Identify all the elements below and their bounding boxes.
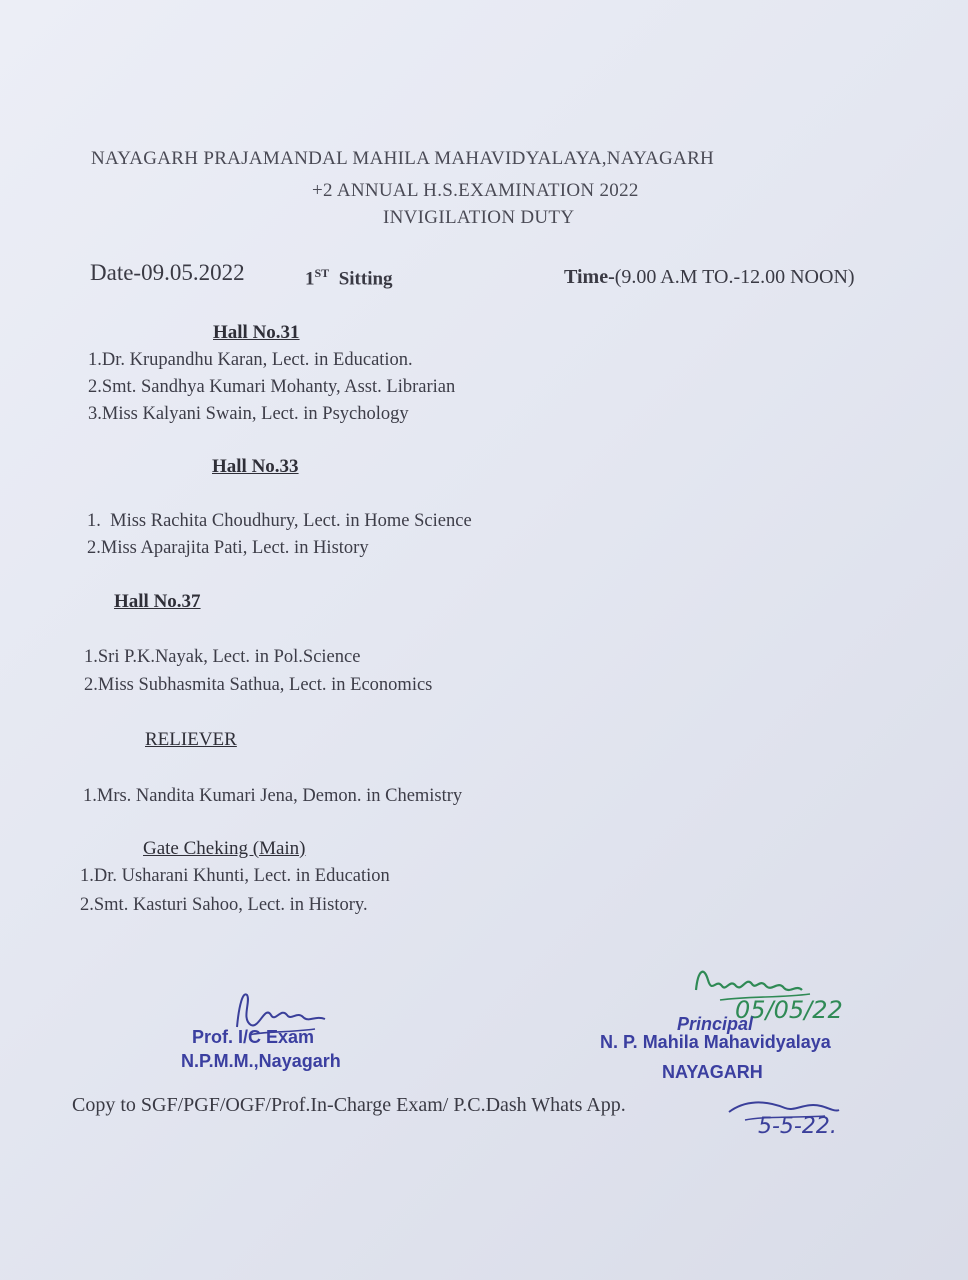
gate-checking-title: Gate Cheking (Main) [143, 838, 306, 859]
hall-37-member: 2.Miss Subhasmita Sathua, Lect. in Economics [84, 675, 433, 695]
hall-31-title: Hall No.31 [213, 322, 300, 343]
exam-incharge-stamp-college: N.P.M.M.,Nayagarh [181, 1051, 341, 1071]
hall-31-member: 2.Smt. Sandhya Kumari Mohanty, Asst. Librarian [88, 377, 456, 397]
hall-31-member: 1.Dr. Krupandhu Karan, Lect. in Education. [88, 350, 413, 370]
principal-stamp-college: N. P. Mahila Mahavidyalaya [600, 1032, 831, 1052]
reliever-member: 1.Mrs. Nandita Kumari Jena, Demon. in Chemistry [83, 786, 463, 806]
exam-title: +2 ANNUAL H.S.EXAMINATION 2022 [312, 180, 639, 201]
sitting-label [305, 266, 393, 290]
exam-date: Date-09.05.2022 [90, 260, 245, 285]
sitting-text: Sitting [338, 268, 393, 290]
hall-37-title: Hall No.37 [114, 591, 201, 612]
exam-incharge-stamp-title: Prof. I/C Exam [192, 1027, 315, 1047]
principal-stamp-title: Principal [677, 1014, 754, 1034]
duty-title: INVIGILATION DUTY [383, 207, 575, 228]
time-value: (9.00 A.M TO.-12.00 NOON) [614, 266, 855, 288]
sitting-ordinal: ST [314, 266, 330, 280]
copy-distribution: Copy to SGF/PGF/OGF/Prof.In-Charge Exam/ P.C.Dash Whats App. [72, 1094, 626, 1116]
exam-time [564, 266, 855, 289]
hall-31-member: 3.Miss Kalyani Swain, Lect. in Psychology [88, 404, 409, 424]
gate-member: 1.Dr. Usharani Khunti, Lect. in Education [80, 866, 390, 886]
hall-33-title: Hall No.33 [212, 456, 299, 477]
reliever-title: RELIEVER [145, 729, 237, 750]
hall-37-member: 1.Sri P.K.Nayak, Lect. in Pol.Science [84, 647, 361, 667]
sitting-number: 1 [305, 268, 315, 290]
hall-33-member: 2.Miss Aparajita Pati, Lect. in History [87, 538, 369, 558]
gate-member: 2.Smt. Kasturi Sahoo, Lect. in History. [80, 895, 368, 915]
principal-stamp-town: NAYAGARH [662, 1062, 763, 1082]
college-name: NAYAGARH PRAJAMANDAL MAHILA MAHAVIDYALAYA,NAYAGARH [91, 148, 715, 169]
time-label: Time- [564, 266, 615, 288]
hall-33-member: 1. Miss Rachita Choudhury, Lect. in Home Science [87, 511, 472, 531]
received-date: 5-5-22. [758, 1114, 837, 1139]
principal-sign-date: 05/05/22 [735, 996, 843, 1024]
